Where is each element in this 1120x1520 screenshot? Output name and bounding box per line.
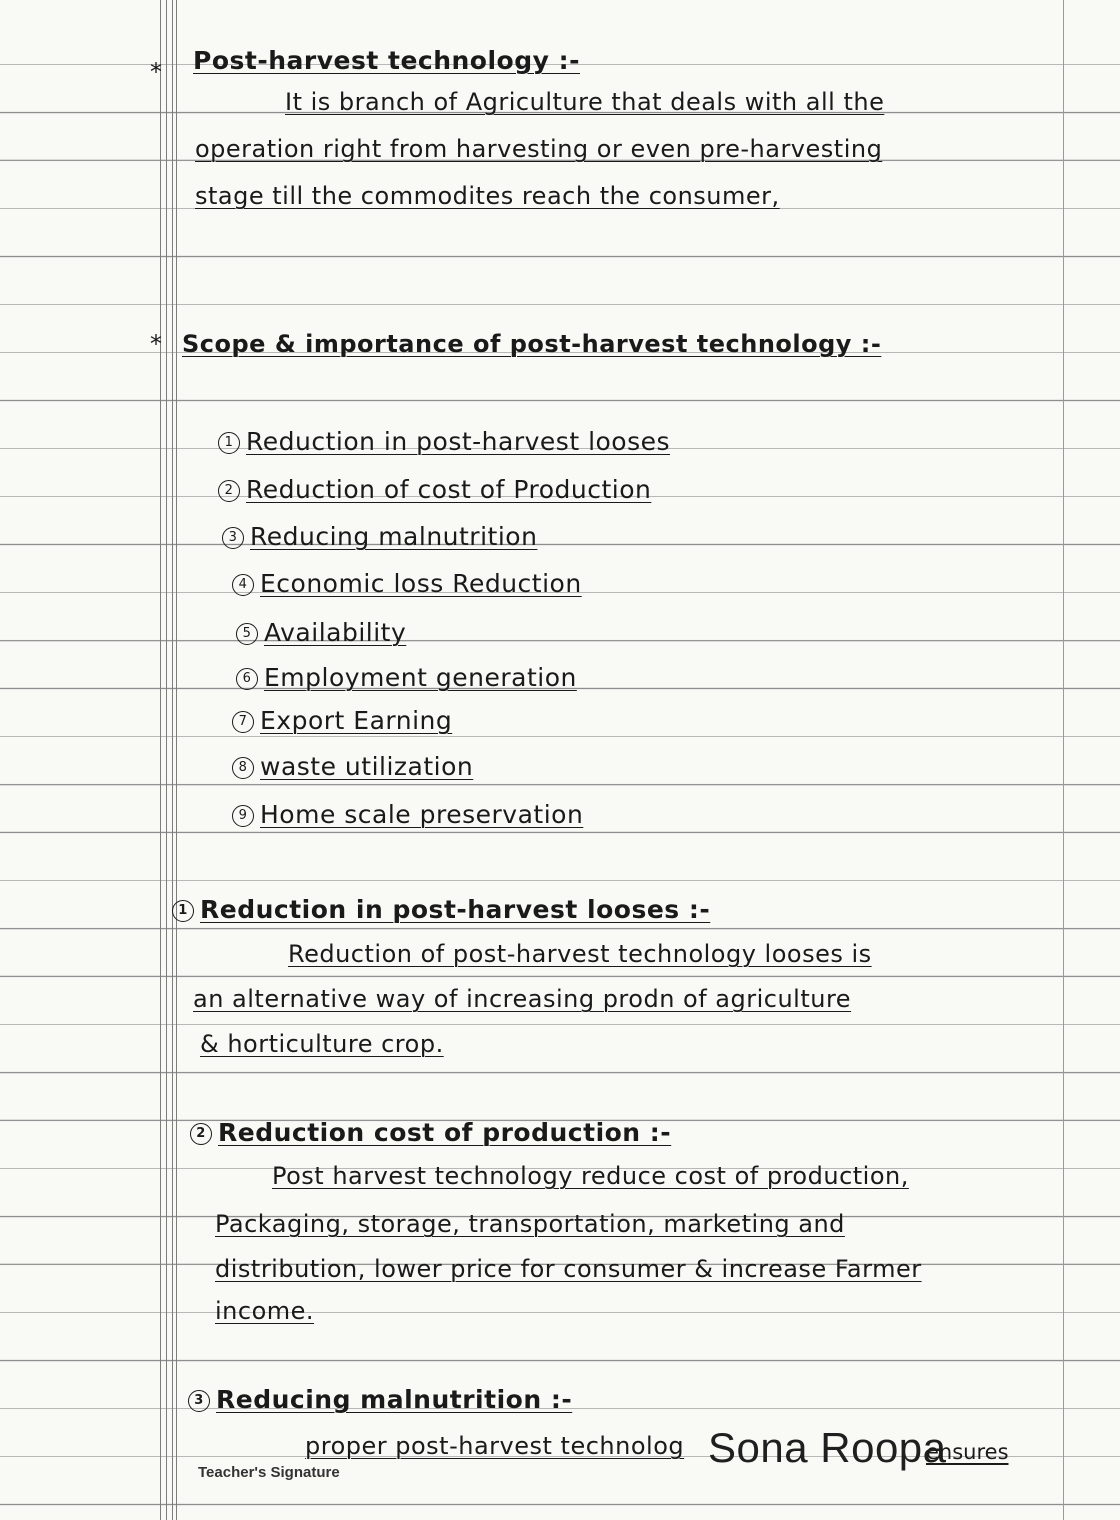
section-2-line-3: distribution, lower price for consumer & increase Farmer: [215, 1255, 922, 1283]
section-3-line-1: proper post-harvest technolog: [305, 1432, 685, 1460]
scope-item-1: 1 Reduction in post-harvest looses: [218, 427, 670, 456]
section-1-line-2: an alternative way of increasing prodn of agriculture: [193, 985, 852, 1013]
scope-item-5: 5 Availability: [236, 618, 406, 647]
scope-item-9: 9 Home scale preservation: [232, 800, 583, 829]
definition-line-3: stage till the commodites reach the consumer,: [195, 182, 780, 210]
scope-heading: Scope & importance of post-harvest technology :-: [182, 330, 882, 358]
section-2-line-1: Post harvest technology reduce cost of production,: [272, 1162, 909, 1190]
section-1-line-3: & horticulture crop.: [200, 1030, 444, 1058]
section-3-ending: ensures: [926, 1440, 1009, 1464]
teacher-signature-label: Teacher's Signature: [198, 1464, 340, 1481]
scope-item-2: 2 Reduction of cost of Production: [218, 475, 651, 504]
margin-line: [176, 0, 177, 1520]
scope-item-3: 3 Reducing malnutrition: [222, 522, 537, 551]
scope-item-7: 7 Export Earning: [232, 706, 452, 735]
section-2-line-2: Packaging, storage, transportation, marketing and: [215, 1210, 845, 1238]
margin-line: [172, 0, 173, 1520]
section-2-heading: 2 Reduction cost of production :-: [190, 1118, 671, 1147]
watermark: Sona Roopa: [708, 1424, 947, 1471]
section-2-line-4: income.: [215, 1297, 315, 1325]
definition-line-2: operation right from harvesting or even pre-harvesting: [195, 135, 883, 163]
bullet-star: *: [150, 58, 162, 86]
scope-item-8: 8 waste utilization: [232, 752, 473, 781]
definition-heading: Post-harvest technology :-: [193, 46, 580, 75]
section-1-heading: 1 Reduction in post-harvest looses :-: [172, 895, 710, 924]
definition-line-1: It is branch of Agriculture that deals with all the: [285, 88, 885, 116]
margin-line: [166, 0, 167, 1520]
margin-line: [160, 0, 161, 1520]
scope-item-6: 6 Employment generation: [236, 663, 577, 692]
section-3-heading: 3 Reducing malnutrition :-: [188, 1385, 572, 1414]
bullet-star: *: [150, 330, 162, 358]
right-edge-line: [1063, 0, 1064, 1520]
scope-item-4: 4 Economic loss Reduction: [232, 569, 582, 598]
section-1-line-1: Reduction of post-harvest technology looses is: [288, 940, 872, 968]
